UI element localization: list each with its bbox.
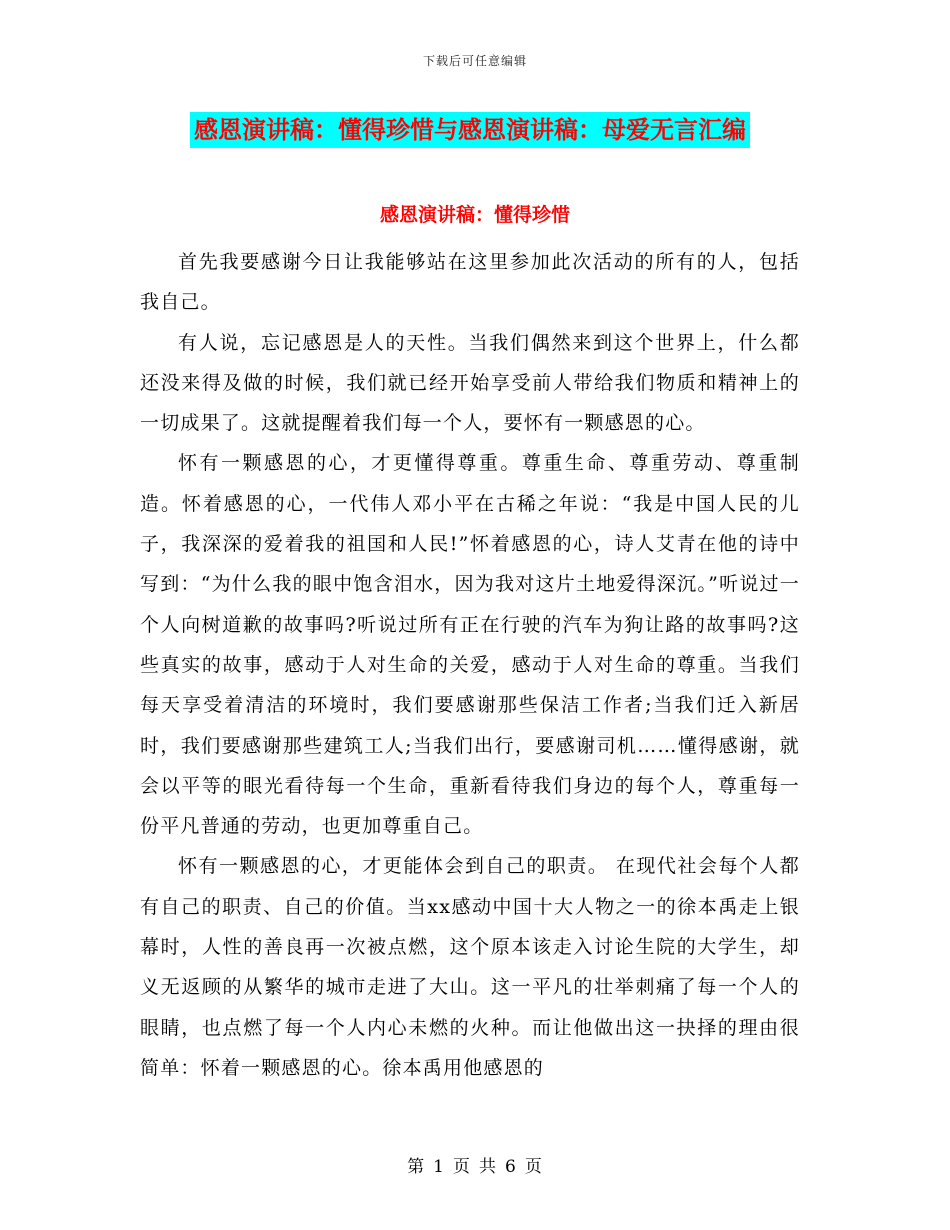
paragraph-4: 怀有一颗感恩的心，才更能体会到自己的职责。 在现代社会每个人都有自己的职责、自己的价值。当xx感动中国十大人物之一的徐本禹走上银幕时，人性的善良再一次被点燃，这个原本该走入讨论生院的大学生，却义无返顾的从繁华的城市走进了大山。这一平凡的壮举刺痛了每一个人的眼睛，也点燃了每一个人内心未燃的火种。而让他做出这一抉择的理由很简单：怀着一颗感恩的心。徐本禹用他感恩的 — [140, 855, 800, 1079]
page-footer — [0, 1152, 950, 1177]
page-label-prefix: 第 — [407, 1157, 426, 1177]
section-title: 感恩演讲稿：懂得珍惜 — [379, 204, 570, 226]
page-label-mid: 页 — [453, 1157, 471, 1177]
body-text — [140, 242, 800, 1088]
total-label: 共 — [479, 1157, 497, 1177]
page-header: 下载后可任意编辑 — [422, 54, 527, 68]
paragraph-1: 首先我要感谢今日让我能够站在这里参加此次活动的所有的人，包括我自己。 — [140, 251, 800, 314]
document-title: 感恩演讲稿：懂得珍惜与感恩演讲稿：母爱无言汇编 — [190, 112, 750, 148]
paragraph-2: 有人说，忘记感恩是人的天性。当我们偶然来到这个世界上，什么都还没来得及做的时候，我们就已经开始享受前人带给我们物质和精神上的一切成果了。这就提醒着我们每一个人，要怀有一颗感恩的心。 — [140, 331, 800, 435]
total-suffix: 页 — [524, 1157, 543, 1177]
total-pages: 6 — [505, 1157, 517, 1177]
paragraph-3: 怀有一颗感恩的心，才更懂得尊重。尊重生命、尊重劳动、尊重制造。怀着感恩的心，一代伟人邓小平在古稀之年说：“我是中国人民的儿子，我深深的爱着我的祖国和人民!”怀着感恩的心，诗人艾青在他的诗中写到：“为什么我的眼中饱含泪水，因为我对这片土地爱得深沉。”听说过一个人向树道歉的故事吗?听说过所有正在行驶的汽车为狗让路的故事吗?这些真实的故事，感动于人对生命的关爱，感动于人对生命的尊重。当我们每天享受着清洁的环境时，我们要感谢那些保洁工作者;当我们迁入新居时，我们要感谢那些建筑工人;当我们出行，要感谢司机……懂得感谢，就会以平等的眼光看待每一个生命，重新看待我们身边的每个人，尊重每一份平凡普通的劳动，也更加尊重自己。 — [140, 452, 800, 838]
page-number: 1 — [433, 1157, 445, 1177]
